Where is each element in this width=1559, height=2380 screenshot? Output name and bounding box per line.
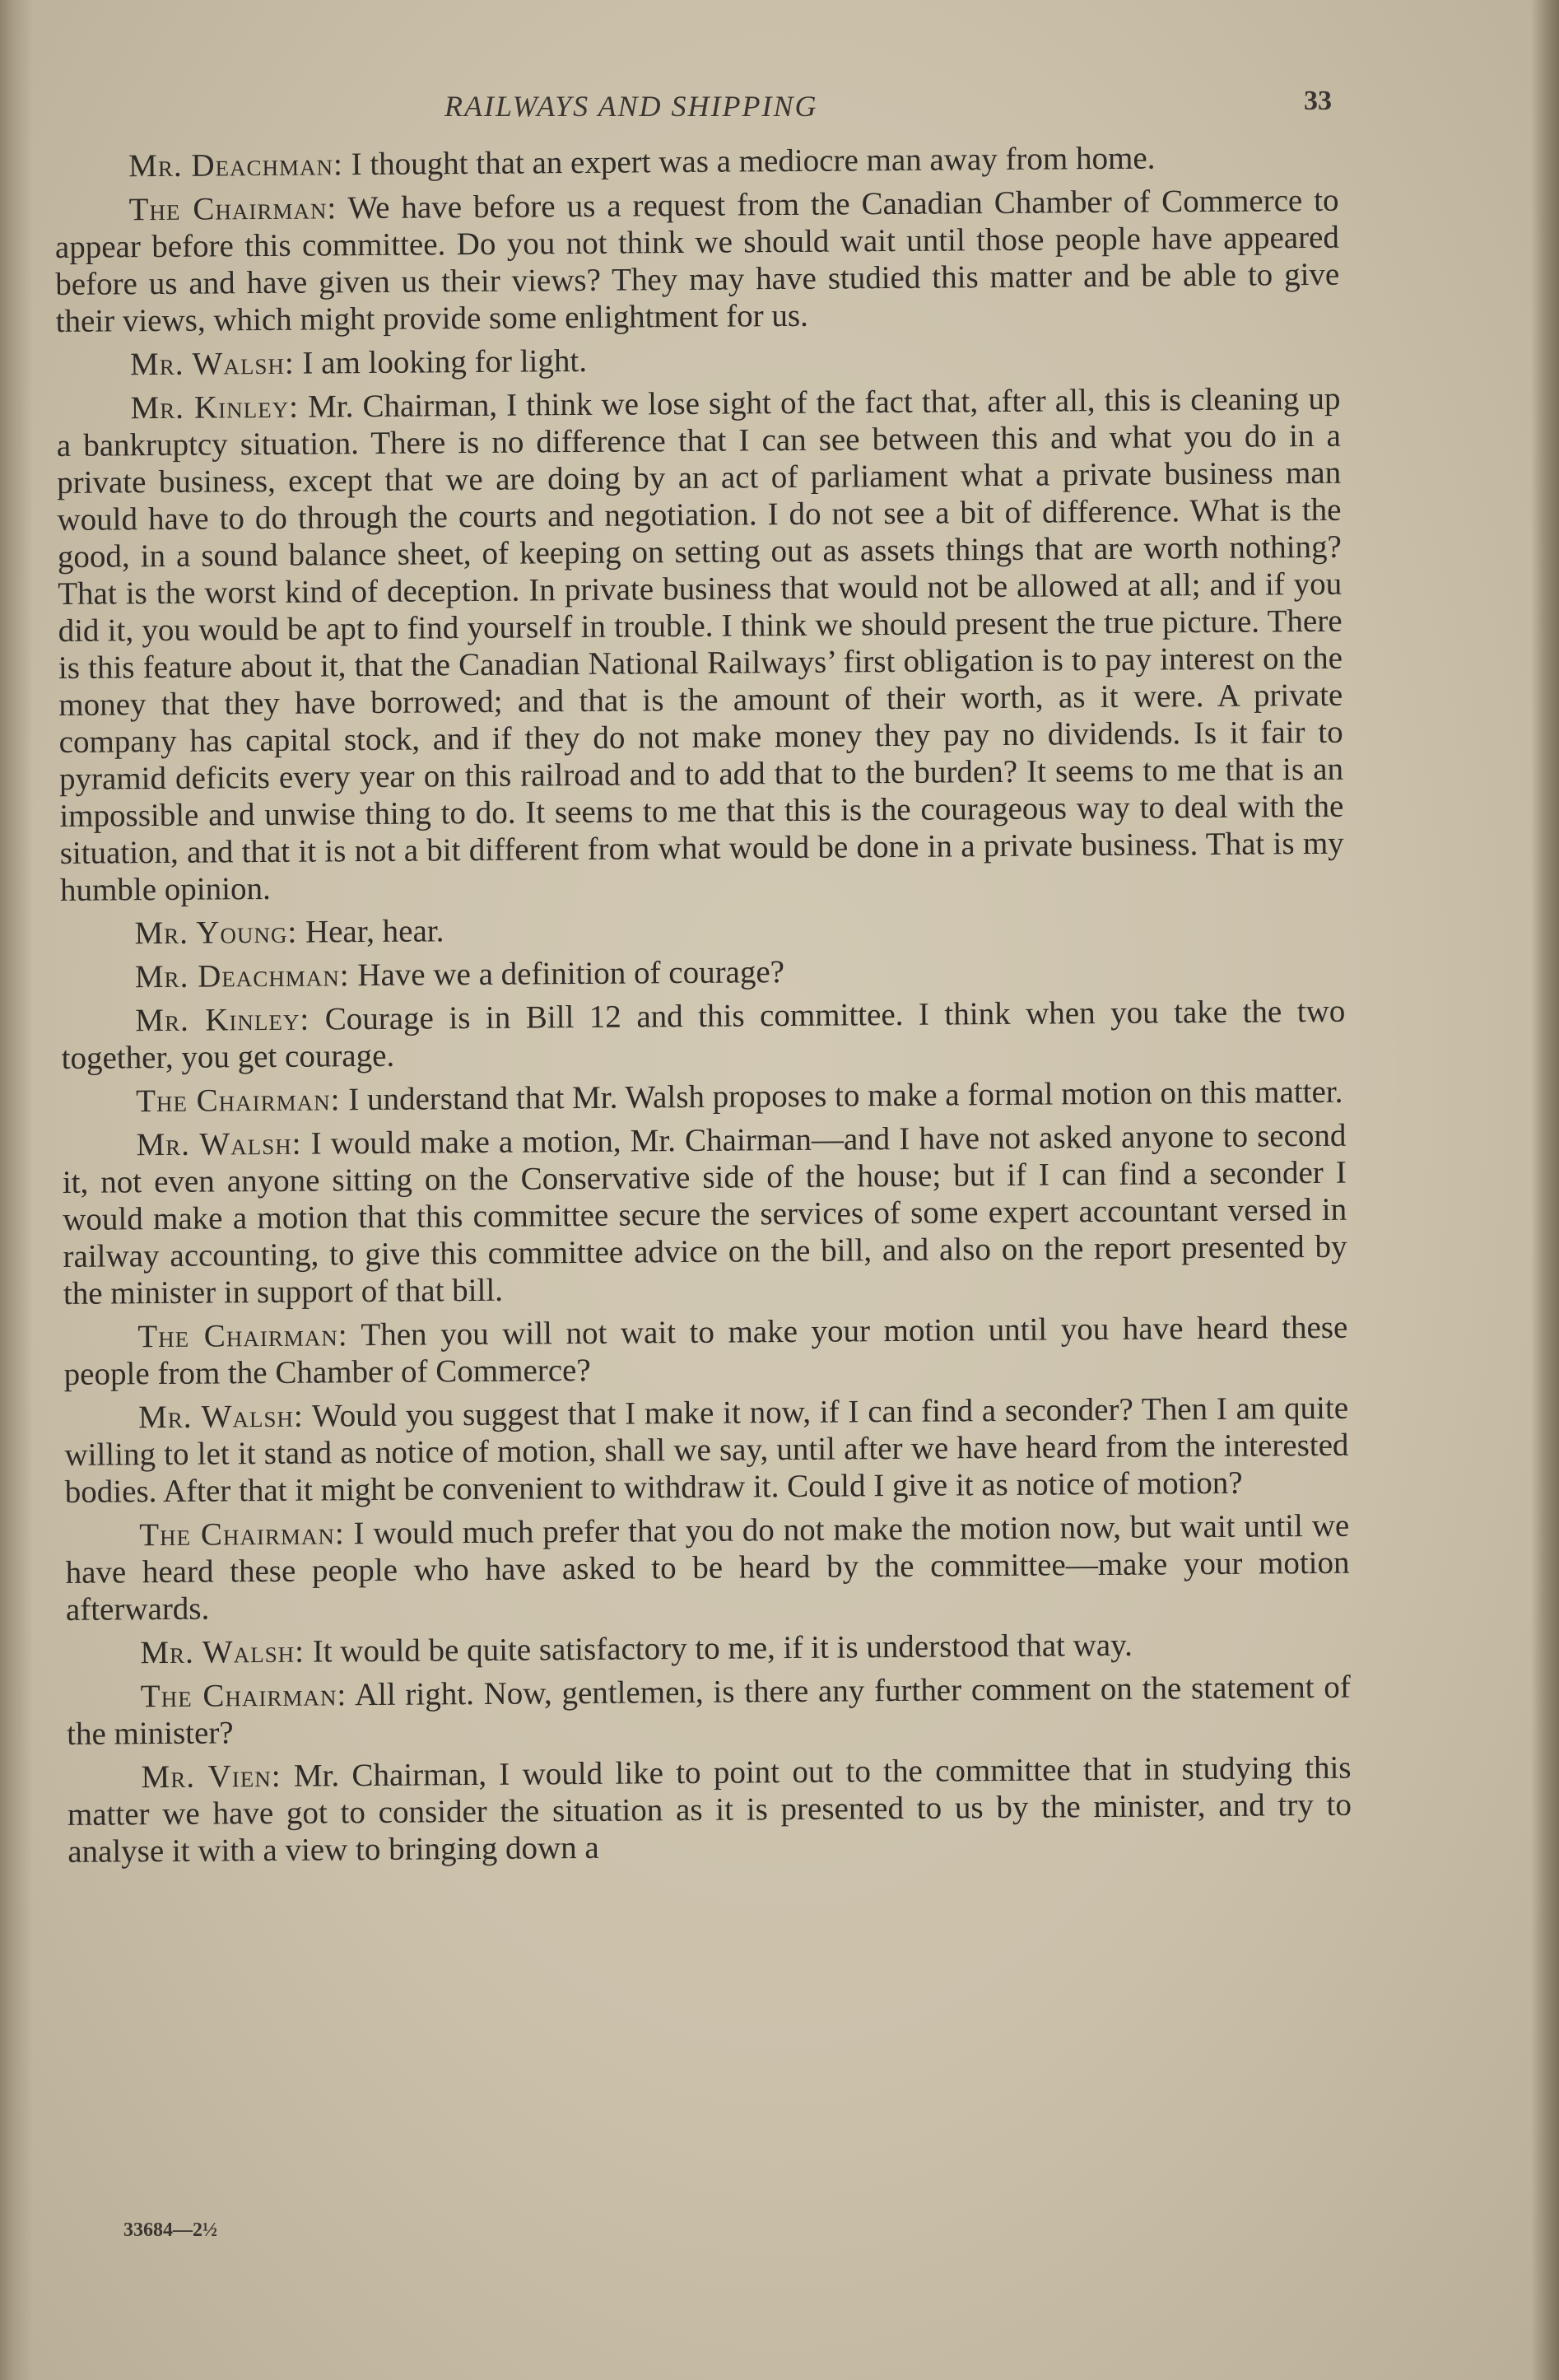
paragraph [64,1390,1349,1511]
speech-text: Have we a definition of courage? [349,954,785,994]
speech-text: Then you will not wait to make your motion until you have heard these people from the Chamber of Commerce? [63,1309,1348,1392]
speaker-name: Mr. Walsh: [137,1398,304,1436]
running-title: RAILWAYS AND SHIPPING [444,90,818,123]
printer-code: 33684—2½ [123,2219,217,2241]
speech-text: I am looking for light. [294,342,588,381]
speaker-name: The Chairman: [135,1082,341,1120]
paragraph [63,1309,1348,1393]
paragraph [65,1507,1350,1628]
paragraph [67,1669,1352,1753]
speaker-name: The Chairman: [128,190,337,228]
transcript-body [54,138,1352,1877]
speaker-name: Mr. Walsh: [140,1633,305,1671]
speech-text: Would you suggest that I make it now, if I can find a seconder? Then I am quite willing to let it stand as notice of motion, shall we say, until after we have heard from the interested bodies. After that it might be convenient to withdraw it. Could I give it as notice of motion? [64,1390,1349,1510]
speaker-name: The Chairman: [137,1317,348,1355]
page-header [444,86,1350,130]
speaker-name: Mr. Walsh: [136,1125,302,1163]
speaker-name: Mr. Young: [134,914,298,952]
speech-text: I thought that an expert was a mediocre man away from home. [342,140,1156,183]
speaker-name: Mr. Vien: [141,1758,282,1795]
speech-text: I would much prefer that you do not make the motion now, but wait until we have heard these people who have asked to be heard by the committee—make your motion afterwards. [65,1507,1350,1628]
paragraph [61,993,1346,1077]
page-edge [1531,0,1559,2380]
speech-text: It would be quite satisfactory to me, if it is understood that way. [304,1627,1133,1670]
speech-text: Mr. Chairman, I would like to point out to the committee that in studying this matter we have got to consider the situation as it is presented to us by the minister, and try to analyse it with a view to bringing down a [67,1749,1352,1870]
paragraph [66,1625,1350,1672]
paragraph [54,138,1338,185]
paragraph [56,380,1344,909]
paragraph [67,1749,1352,1870]
speech-text: Hear, hear. [297,913,444,950]
speaker-name: Mr. Deachman: [134,957,350,995]
paragraph [54,182,1339,340]
speech-text: We have before us a request from the Canadian Chamber of Commerce to appear before this committee. Do you not think we should wait until those people have appeared before us and have given us their views? They may have studied this matter and be able to give their views, which might provide some enlightment for us. [54,182,1340,339]
page-number: 33 [1304,86,1332,116]
binding-shadow [0,0,33,2380]
speech-text: I would make a motion, Mr. Chairman—and I have not asked anyone to second it, not even anyone sitting on the Conservative side of the house; but if I can find a seconder I would make a motion that this committee secure the services of some expert accountant versed in railway accounting, to give this committee advice on the bill, and also on the report presented by the minister in support of that bill. [62,1117,1347,1311]
speech-text: I understand that Mr. Walsh proposes to make a formal motion on this matter. [340,1074,1343,1118]
speaker-name: Mr. Walsh: [129,345,295,383]
speech-text: Courage is in Bill 12 and this committee. I think when you take the two together, you get courage. [61,993,1346,1076]
paragraph [62,1074,1346,1120]
speaker-name: Mr. Kinley: [135,1001,310,1039]
speaker-name: Mr. Kinley: [130,389,300,426]
paragraph [60,906,1344,952]
paragraph [62,1117,1347,1312]
speaker-name: The Chairman: [140,1677,347,1715]
speaker-name: The Chairman: [139,1516,345,1553]
paragraph [61,949,1345,996]
paragraph [56,337,1340,384]
speaker-name: Mr. Deachman: [128,147,344,184]
speech-text: Mr. Chairman, I think we lose sight of the fact that, after all, this is cleaning up a bankruptcy situation. There is no difference that I can see between this and what you do in a private business, except that we are doing by an act of parliament what a private business man would have to do through the courts and negotiation. I do not see a bit of difference. What is the good, in a sound balance sheet, of keeping on setting out as assets things that are worth nothing? That is the worst kind of deception. In private business that would not be allowed at all; and if you did it, you would be apt to find yourself in trouble. I think we should present the true picture. There is this feature about it, that the Canadian National Railways’ first obligation is to pay interest on the money that they have borrowed; and that is the amount of their worth, as it were. A private company has capital stock, and if they do not make money they pay no dividends. Is it fair to pyramid deficits every year on this railroad and to add that to the burden? It seems to me that is an impossible and unwise thing to do. It seems to me that this is the courageous way to deal with the situation, and that it is not a bit different from what would be done in a private business. That is my humble opinion. [56,380,1344,908]
speech-text: All right. Now, gentlemen, is there any further comment on the statement of the minister? [66,1669,1351,1752]
